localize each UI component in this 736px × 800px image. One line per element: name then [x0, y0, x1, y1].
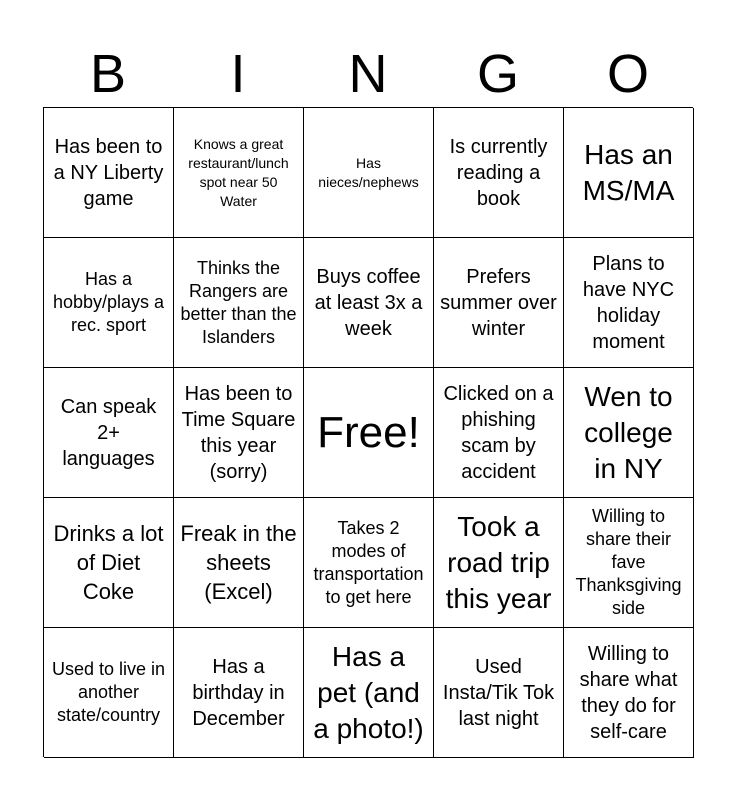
- bingo-cell[interactable]: [434, 628, 564, 758]
- cell-text: Took a road trip this year: [445, 510, 552, 614]
- cell-text: Drinks a lot of Diet Coke: [53, 521, 164, 604]
- cell-text: Wen to college in NY: [584, 380, 673, 484]
- cell-text: Has an MS/MA: [582, 138, 675, 206]
- bingo-cell[interactable]: [564, 498, 694, 628]
- header-letter-b: B: [89, 44, 127, 104]
- cell-text: Willing to share their fave Thanksgiving side: [575, 506, 682, 618]
- cell-text: Thinks the Rangers are better than the Islanders: [180, 257, 297, 347]
- bingo-cell[interactable]: [434, 108, 564, 238]
- cell-text: Willing to share what they do for self-care: [579, 642, 678, 743]
- bingo-grid: [43, 107, 693, 757]
- bingo-cell[interactable]: [44, 628, 174, 758]
- cell-text: Has nieces/nephews: [318, 154, 419, 190]
- cell-text: Has a hobby/plays a rec. sport: [52, 269, 165, 335]
- bingo-cell[interactable]: [174, 108, 304, 238]
- bingo-cell[interactable]: [304, 628, 434, 758]
- bingo-cell[interactable]: [564, 628, 694, 758]
- header-letter-i: I: [230, 44, 246, 104]
- cell-text: Freak in the sheets (Excel): [180, 521, 297, 604]
- cell-text: Knows a great restaurant/lunch spot near 50 Water: [188, 135, 289, 209]
- cell-text: Used to live in another state/country: [51, 659, 166, 725]
- bingo-cell[interactable]: [44, 238, 174, 368]
- free-space[interactable]: [304, 368, 434, 498]
- cell-text: Buys coffee at least 3x a week: [314, 265, 423, 340]
- bingo-header: [43, 40, 693, 108]
- cell-text: Plans to have NYC holiday moment: [582, 252, 675, 353]
- header-letter-g: G: [476, 44, 519, 104]
- bingo-cell[interactable]: [174, 498, 304, 628]
- cell-text: Prefers summer over winter: [440, 265, 557, 340]
- cell-text: Has been to a NY Liberty game: [53, 135, 164, 210]
- cell-text: Used Insta/Tik Tok last night: [442, 655, 555, 730]
- bingo-cell[interactable]: [44, 108, 174, 238]
- bingo-cell[interactable]: [44, 368, 174, 498]
- bingo-cell[interactable]: [564, 238, 694, 368]
- bingo-cell[interactable]: [44, 498, 174, 628]
- cell-text: Has a pet (and a photo!): [313, 640, 424, 744]
- bingo-cell[interactable]: [174, 628, 304, 758]
- bingo-cell[interactable]: [434, 368, 564, 498]
- cell-text: Is currently reading a book: [449, 135, 548, 210]
- bingo-cell[interactable]: [564, 368, 694, 498]
- free-space-text: Free!: [317, 407, 420, 457]
- header-letter-o: O: [606, 44, 649, 104]
- cell-text: Has been to Time Square this year (sorry): [181, 382, 296, 483]
- bingo-cell[interactable]: [174, 368, 304, 498]
- cell-text: Can speak 2+ languages: [60, 395, 157, 470]
- bingo-cell[interactable]: [434, 238, 564, 368]
- bingo-cell[interactable]: [304, 108, 434, 238]
- bingo-cell[interactable]: [434, 498, 564, 628]
- header-letter-n: N: [348, 44, 388, 104]
- bingo-cell[interactable]: [304, 238, 434, 368]
- bingo-cell[interactable]: [564, 108, 694, 238]
- cell-text: Has a birthday in December: [192, 655, 285, 730]
- cell-text: Takes 2 modes of transportation to get here: [313, 517, 424, 607]
- bingo-cell[interactable]: [174, 238, 304, 368]
- cell-text: Clicked on a phishing scam by accident: [443, 382, 554, 483]
- bingo-cell[interactable]: [304, 498, 434, 628]
